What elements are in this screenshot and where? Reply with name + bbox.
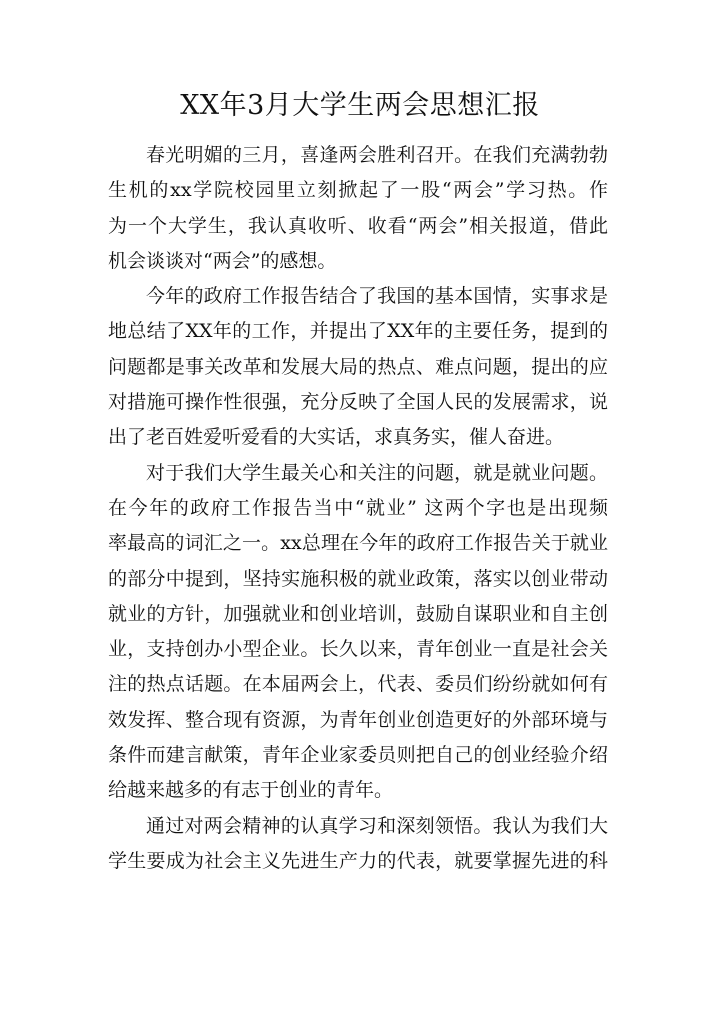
paragraph-line: 学生要成为社会主义先进生产力的代表，就要掌握先进的科 [108, 849, 608, 872]
paragraph-line: 地总结了XX年的工作，并提出了XX年的主要任务，提到的 [108, 320, 608, 343]
paragraph-line: 问题都是事关改革和发展大局的热点、难点问题，提出的应 [108, 355, 608, 378]
paragraph-line: 率最高的词汇之一。xx总理在今年的政府工作报告关于就业 [108, 532, 608, 555]
paragraph-line: 就业的方针，加强就业和创业培训，鼓励自谋职业和自主创 [108, 602, 608, 625]
paragraph-line: 对措施可操作性很强，充分反映了全国人民的发展需求，说 [108, 391, 608, 414]
paragraph-line: 给越来越多的有志于创业的青年。 [108, 779, 394, 802]
paragraph-line: 条件而建言献策，青年企业家委员则把自己的创业经验介绍 [108, 744, 608, 767]
document-body [108, 138, 608, 879]
paragraph-line: 为一个大学生，我认真收听、收看“两会”相关报道，借此 [108, 214, 608, 237]
paragraph-line: 春光明媚的三月，喜逢两会胜利召开。在我们充满勃勃 [146, 144, 608, 166]
paragraph-line: 在今年的政府工作报告当中“就业” 这两个字也是出现频 [108, 496, 608, 519]
paragraph-line: 今年的政府工作报告结合了我国的基本国情，实事求是 [146, 285, 608, 308]
paragraph-line: 生机的xx学院校园里立刻掀起了一股“两会”学习热。作 [108, 179, 608, 202]
paragraph-line: 业，支持创办小型企业。长久以来，青年创业一直是社会关 [108, 638, 608, 661]
paragraph-line: 机会谈谈对“两会”的感想。 [108, 249, 337, 272]
paragraph-line: 对于我们大学生最关心和关注的问题，就是就业问题。 [146, 461, 608, 484]
paragraph-2 [108, 279, 608, 455]
paragraph-line: 出了老百姓爱听爱看的大实话，求真务实，催人奋进。 [108, 426, 565, 449]
paragraph-1 [108, 138, 608, 279]
paragraph-3 [108, 456, 608, 809]
paragraph-line: 效发挥、整合现有资源，为青年创业创造更好的外部环境与 [108, 708, 608, 731]
paragraph-line: 的部分中提到，坚持实施积极的就业政策，落实以创业带动 [108, 567, 608, 590]
document-title: XX年3月大学生两会思想汇报 [180, 90, 540, 121]
paragraph-line: 注的热点话题。在本届两会上，代表、委员们纷纷就如何有 [108, 673, 608, 696]
paragraph-line: 通过对两会精神的认真学习和深刻领悟。我认为我们大 [146, 814, 608, 837]
paragraph-4 [108, 809, 608, 880]
